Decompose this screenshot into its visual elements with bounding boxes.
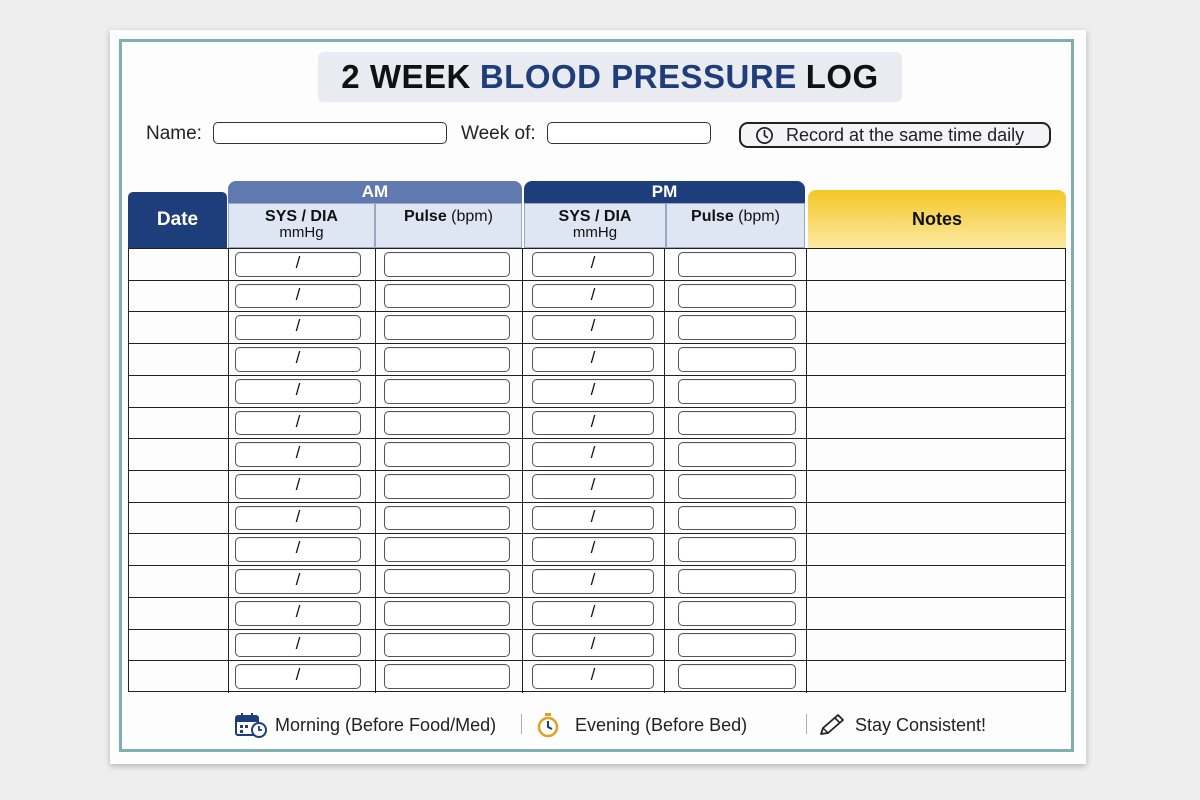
sys-dia-separator: / (295, 316, 301, 336)
date-cell[interactable] (129, 408, 228, 439)
footer-morning-text: Morning (Before Food/Med) (275, 714, 497, 735)
date-cell[interactable] (129, 630, 228, 661)
column-divider (664, 598, 665, 629)
column-divider (375, 630, 376, 661)
sys-dia-separator: / (295, 570, 301, 590)
notes-cell[interactable] (808, 503, 1065, 534)
notes-cell[interactable] (808, 408, 1065, 439)
column-divider (806, 598, 807, 629)
column-divider (375, 376, 376, 407)
title-part-log: LOG (805, 58, 879, 95)
column-divider (522, 661, 523, 693)
title-part-week: 2 WEEK (341, 58, 471, 95)
sys-dia-separator: / (590, 633, 596, 653)
column-divider (375, 344, 376, 375)
column-divider (664, 312, 665, 343)
name-field[interactable] (213, 122, 447, 144)
footer-consistent (817, 712, 986, 738)
notes-cell[interactable] (808, 439, 1065, 470)
notes-cell[interactable] (808, 566, 1065, 597)
sys-dia-separator: / (295, 633, 301, 653)
column-divider (664, 439, 665, 470)
column-divider (375, 661, 376, 693)
notes-cell[interactable] (808, 534, 1065, 565)
column-divider (228, 376, 229, 407)
sys-dia-separator: / (590, 253, 596, 272)
date-cell[interactable] (129, 376, 228, 407)
column-divider (806, 312, 807, 343)
footer-evening (535, 712, 747, 738)
sys-dia-separator: / (590, 284, 596, 304)
table-row (129, 566, 1065, 598)
date-cell[interactable] (129, 661, 228, 693)
pm-sys-dia-header (524, 203, 666, 248)
table-row (129, 312, 1065, 344)
sys-dia-separator: / (295, 284, 301, 304)
table-row (129, 439, 1065, 471)
column-divider (664, 630, 665, 661)
pm-pulse-input[interactable] (678, 537, 796, 562)
footer-morning (235, 712, 496, 738)
column-divider (522, 249, 523, 280)
column-divider (228, 471, 229, 502)
column-divider (522, 344, 523, 375)
am-pulse-input[interactable] (384, 347, 510, 372)
pm-pulse-input[interactable] (678, 601, 796, 626)
notes-cell[interactable] (808, 630, 1065, 661)
sys-dia-separator: / (590, 443, 596, 463)
column-divider (522, 408, 523, 439)
column-divider (806, 661, 807, 693)
table-row (129, 534, 1065, 566)
sys-dia-separator: / (590, 475, 596, 494)
column-divider (806, 503, 807, 534)
footer-legend (110, 708, 1086, 738)
date-cell[interactable] (129, 312, 228, 343)
am-pulse-header (375, 203, 522, 248)
column-divider (228, 503, 229, 534)
column-divider (228, 566, 229, 597)
sys-dia-separator: / (295, 253, 301, 272)
column-divider (806, 281, 807, 312)
pm-pulse-input[interactable] (678, 569, 796, 594)
pm-pulse-label: Pulse (691, 208, 734, 225)
date-cell[interactable] (129, 534, 228, 565)
sys-dia-separator: / (590, 538, 596, 558)
column-divider (375, 408, 376, 439)
column-divider (228, 281, 229, 312)
pm-pulse-input[interactable] (678, 474, 796, 499)
column-divider (664, 661, 665, 693)
am-pulse-input[interactable] (384, 442, 510, 467)
pm-pulse-input[interactable] (678, 315, 796, 340)
am-pulse-input[interactable] (384, 569, 510, 594)
table-row (129, 344, 1065, 376)
footer-evening-text: Evening (Before Bed) (575, 714, 748, 735)
column-divider (664, 344, 665, 375)
clock-icon (755, 126, 774, 145)
footer-divider (806, 714, 807, 734)
pm-pulse-input[interactable] (678, 442, 796, 467)
column-divider (522, 598, 523, 629)
am-pulse-input[interactable] (384, 411, 510, 436)
pm-pulse-unit: (bpm) (738, 208, 780, 225)
column-divider (806, 630, 807, 661)
am-sys-dia-unit: mmHg (279, 224, 324, 241)
column-divider (522, 566, 523, 597)
am-sys-dia-label: SYS / DIA (265, 208, 338, 225)
column-divider (228, 534, 229, 565)
notes-cell[interactable] (808, 249, 1065, 280)
week-of-field[interactable] (547, 122, 711, 144)
pm-sys-dia-unit: mmHg (572, 224, 618, 241)
table-row (129, 661, 1065, 693)
am-header: AM (228, 181, 522, 203)
sys-dia-separator: / (295, 601, 301, 621)
date-cell[interactable] (129, 503, 228, 534)
pm-pulse-input[interactable] (678, 284, 796, 309)
am-pulse-unit: (bpm) (451, 208, 493, 225)
column-divider (806, 439, 807, 470)
pencil-icon (817, 712, 847, 738)
column-divider (375, 566, 376, 597)
column-divider (375, 598, 376, 629)
column-divider (664, 281, 665, 312)
footer-divider (521, 714, 522, 734)
column-divider (806, 471, 807, 502)
notes-cell[interactable] (808, 376, 1065, 407)
pm-pulse-input[interactable] (678, 411, 796, 436)
pm-sys-dia-label: SYS / DIA (558, 208, 632, 225)
sys-dia-separator: / (590, 601, 596, 621)
notes-cell[interactable] (808, 344, 1065, 375)
pm-pulse-input[interactable] (678, 506, 796, 531)
pm-header: PM (524, 181, 805, 203)
column-divider (664, 471, 665, 502)
notes-cell[interactable] (808, 598, 1065, 629)
notes-cell[interactable] (808, 281, 1065, 312)
table-row (129, 598, 1065, 630)
sys-dia-separator: / (295, 475, 301, 494)
sys-dia-separator: / (295, 379, 301, 399)
table-row (129, 281, 1065, 313)
column-divider (664, 376, 665, 407)
sys-dia-separator: / (295, 665, 301, 685)
column-divider (806, 566, 807, 597)
reminder-badge (739, 122, 1051, 148)
column-divider (522, 312, 523, 343)
table-row (129, 630, 1065, 662)
sys-dia-separator: / (590, 665, 596, 685)
column-divider (522, 281, 523, 312)
am-pulse-input[interactable] (384, 664, 510, 689)
column-divider (228, 439, 229, 470)
sys-dia-separator: / (295, 411, 301, 431)
column-divider (522, 376, 523, 407)
notes-cell[interactable] (808, 312, 1065, 343)
table-row (129, 249, 1065, 281)
column-divider (375, 312, 376, 343)
notes-column-header: Notes (808, 190, 1066, 248)
pm-pulse-input[interactable] (678, 633, 796, 658)
column-divider (806, 408, 807, 439)
notes-cell[interactable] (808, 471, 1065, 502)
pm-pulse-input[interactable] (678, 664, 796, 689)
sys-dia-separator: / (590, 411, 596, 431)
sys-dia-separator: / (590, 570, 596, 590)
calendar-clock-icon (235, 712, 267, 738)
name-label: Name: (146, 123, 202, 144)
column-divider (522, 439, 523, 470)
column-divider (228, 312, 229, 343)
pm-pulse-input[interactable] (678, 379, 796, 404)
am-pulse-input[interactable] (384, 506, 510, 531)
reminder-text: Record at the same time daily (786, 124, 1025, 145)
column-divider (806, 534, 807, 565)
column-divider (664, 534, 665, 565)
column-divider (522, 471, 523, 502)
column-divider (228, 408, 229, 439)
column-divider (806, 249, 807, 280)
am-pulse-input[interactable] (384, 633, 510, 658)
week-of-label: Week of: (461, 123, 536, 144)
table-row (129, 503, 1065, 535)
column-divider (522, 503, 523, 534)
column-divider (375, 249, 376, 280)
column-divider (806, 376, 807, 407)
am-pulse-input[interactable] (384, 379, 510, 404)
am-sys-dia-header (228, 203, 375, 248)
date-cell[interactable] (129, 471, 228, 502)
column-divider (375, 503, 376, 534)
column-divider (228, 344, 229, 375)
page-title (318, 52, 902, 102)
am-pulse-input[interactable] (384, 284, 510, 309)
date-cell[interactable] (129, 344, 228, 375)
log-table (128, 248, 1066, 692)
sys-dia-separator: / (590, 379, 596, 399)
pm-pulse-input[interactable] (678, 252, 796, 277)
column-divider (375, 281, 376, 312)
column-divider (664, 249, 665, 280)
column-divider (375, 439, 376, 470)
stopwatch-icon (535, 712, 561, 738)
sys-dia-separator: / (590, 506, 596, 526)
column-divider (664, 408, 665, 439)
sys-dia-separator: / (295, 443, 301, 463)
title-part-blood-pressure: BLOOD PRESSURE (479, 58, 797, 95)
sys-dia-separator: / (590, 316, 596, 336)
column-divider (375, 534, 376, 565)
date-cell[interactable] (129, 281, 228, 312)
date-cell[interactable] (129, 566, 228, 597)
am-pulse-label: Pulse (404, 208, 447, 225)
date-cell[interactable] (129, 598, 228, 629)
table-row (129, 376, 1065, 408)
column-divider (228, 630, 229, 661)
pm-pulse-input[interactable] (678, 347, 796, 372)
column-divider (228, 598, 229, 629)
log-sheet (110, 30, 1086, 764)
am-pulse-input[interactable] (384, 601, 510, 626)
table-row (129, 408, 1065, 440)
am-pulse-input[interactable] (384, 474, 510, 499)
sys-dia-separator: / (295, 348, 301, 368)
pm-pulse-header (666, 203, 805, 248)
am-pulse-input[interactable] (384, 315, 510, 340)
column-divider (228, 249, 229, 280)
column-divider (522, 534, 523, 565)
date-cell[interactable] (129, 439, 228, 470)
footer-consistent-text: Stay Consistent! (855, 714, 987, 735)
column-divider (664, 566, 665, 597)
notes-cell[interactable] (808, 661, 1065, 693)
table-row (129, 471, 1065, 503)
column-divider (228, 661, 229, 693)
date-cell[interactable] (129, 249, 228, 280)
am-pulse-input[interactable] (384, 537, 510, 562)
column-divider (522, 630, 523, 661)
sys-dia-separator: / (295, 506, 301, 526)
am-pulse-input[interactable] (384, 252, 510, 277)
column-divider (664, 503, 665, 534)
sys-dia-separator: / (590, 348, 596, 368)
column-divider (375, 471, 376, 502)
column-divider (806, 344, 807, 375)
sys-dia-separator: / (295, 538, 301, 558)
date-column-header: Date (128, 192, 227, 248)
